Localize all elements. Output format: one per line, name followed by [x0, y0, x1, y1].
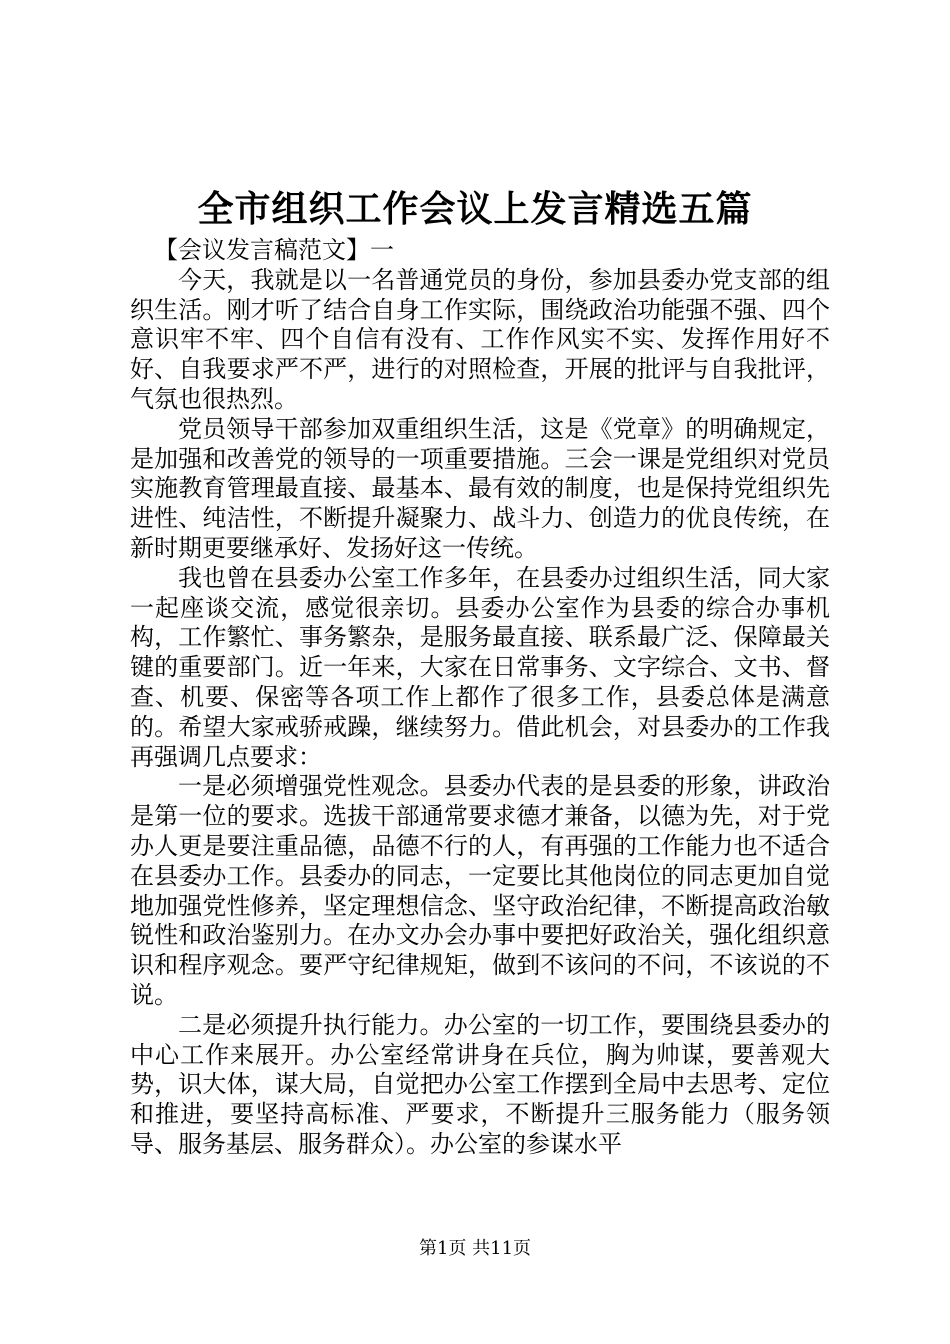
paragraph: 今天，我就是以一名普通党员的身份，参加县委办党支部的组织生活。刚才听了结合自身工作实际，围绕政治功能强不强、四个意识牢不牢、四个自信有没有、工作作风实不实、发挥作用好不好、自我要求严不严，进行的对照检查，开展的批评与自我批评，气氛也很热烈。	[130, 265, 830, 413]
paragraph: 二是必须提升执行能力。办公室的一切工作，要围绕县委办的中心工作来展开。办公室经常讲身在兵位，胸为帅谋，要善观大势，识大体，谋大局，自觉把办公室工作摆到全局中去思考、定位和推进，要坚持高标准、严要求，不断提升三服务能力（服务领导、服务基层、服务群众）。办公室的参谋水平	[130, 1010, 830, 1158]
document-title: 全市组织工作会议上发言精选五篇	[197, 188, 753, 230]
paragraph: 我也曾在县委办公室工作多年，在县委办过组织生活，同大家一起座谈交流，感觉很亲切。县委办公室作为县委的综合办事机构，工作繁忙、事务繁杂，是服务最直接、联系最广泛、保障最关键的重要部门。近一年来，大家在日常事务、文字综合、文书、督查、机要、保密等各项工作上都作了很多工作，县委总体是满意的。希望大家戒骄戒躁，继续努力。借此机会，对县委办的工作我再强调几点要求：	[130, 563, 830, 771]
paragraph: 党员领导干部参加双重组织生活，这是《党章》的明确规定，是加强和改善党的领导的一项重要措施。三会一课是党组织对党员实施教育管理最直接、最基本、最有效的制度，也是保持党组织先进性、纯洁性，不断提升凝聚力、战斗力、创造力的优良传统，在新时期更要继承好、发扬好这一传统。	[130, 414, 830, 562]
section-heading: 【会议发言稿范文】一	[154, 236, 394, 264]
paragraph: 一是必须增强党性观念。县委办代表的是县委的形象，讲政治是第一位的要求。选拔干部通常要求德才兼备，以德为先，对于党办人更是要注重品德，品德不行的人，有再强的工作能力也不适合在县委办工作。县委办的同志，一定要比其他岗位的同志更加自觉地加强党性修养，坚定理想信念、坚守政治纪律，不断提高政治敏锐性和政治鉴别力。在办文办会办事中要把好政治关，强化组织意识和程序观念。要严守纪律规矩，做到不该问的不问，不该说的不说。	[130, 772, 830, 1009]
document-body	[130, 236, 830, 1160]
page-footer: 第1页 共11页	[418, 1238, 532, 1259]
